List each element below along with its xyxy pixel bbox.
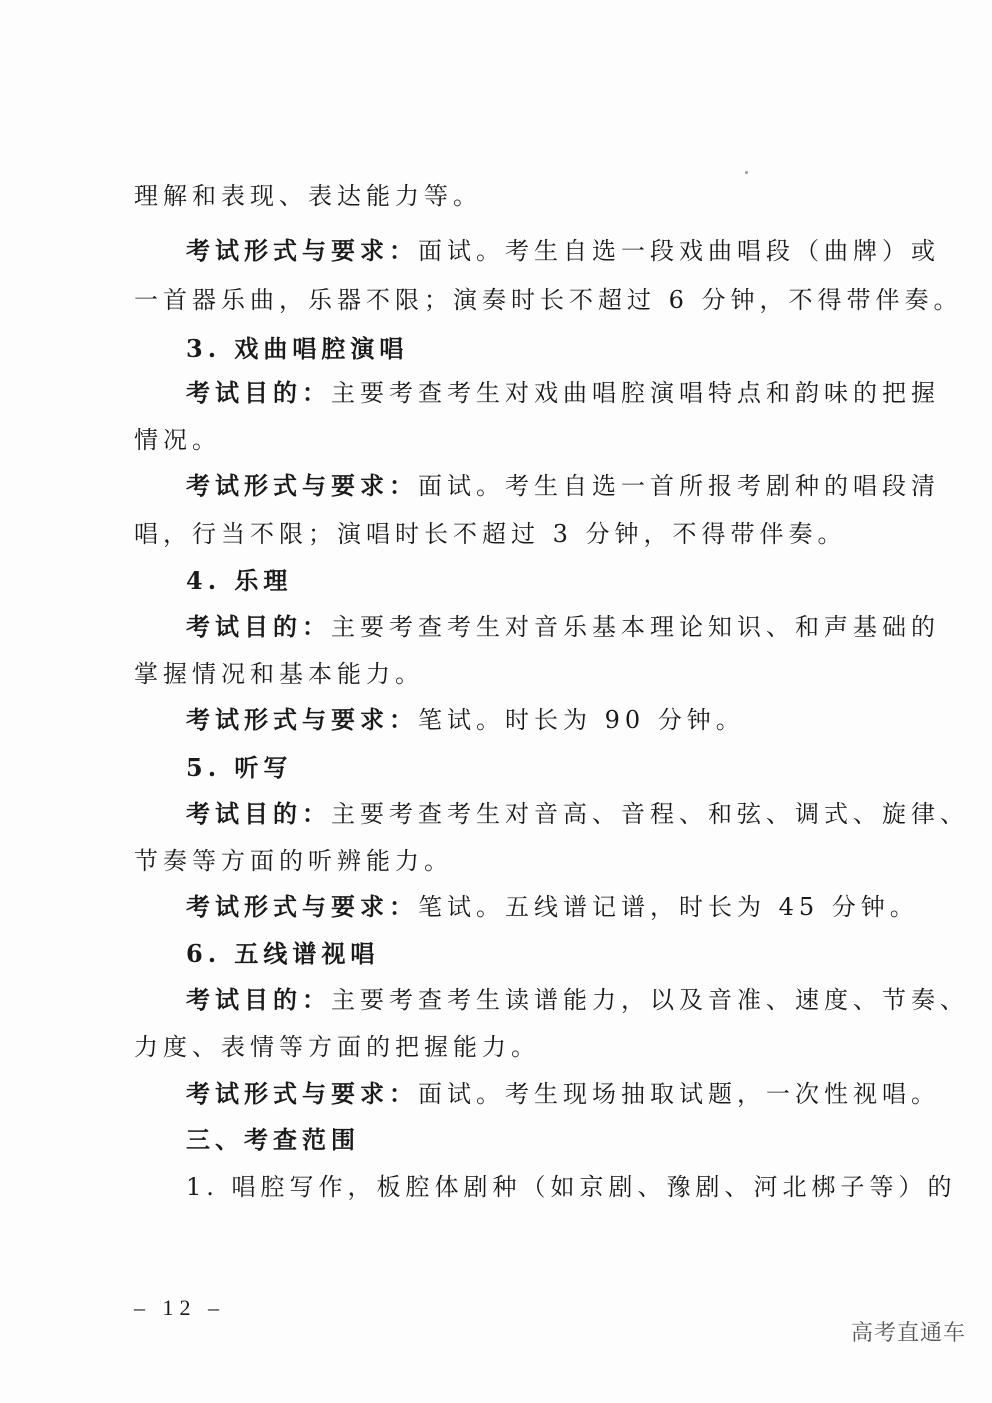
line-label: 考试形式与要求： (186, 471, 418, 500)
text-line: 掌握情况和基本能力。 (134, 660, 424, 688)
text-line: 考试形式与要求：笔试。时长为 90 分钟。 (186, 705, 745, 734)
text-line: 力度、表情等方面的把握能力。 (134, 1033, 540, 1061)
section-heading: 5. 听写 (186, 753, 293, 782)
scan-speck (745, 171, 748, 174)
text-line: 考试形式与要求：面试。考生自选一段戏曲唱段（曲牌）或 (186, 236, 940, 265)
text-line: 一首器乐曲，乐器不限；演奏时长不超过 6 分钟，不得带伴奏。 (134, 286, 963, 314)
section-heading: 3. 戏曲唱腔演唱 (186, 334, 409, 363)
text-line: 节奏等方面的听辨能力。 (134, 847, 453, 875)
line-label: 考试形式与要求： (186, 236, 418, 265)
page-number: – 12 – (134, 1295, 225, 1320)
text-line: 考试目的：主要考查考生对音高、音程、和弦、调式、旋律、 (186, 799, 969, 828)
line-label: 考试形式与要求： (186, 705, 418, 734)
section-heading: 三、考查范围 (186, 1125, 360, 1154)
text-line: 情况。 (134, 426, 221, 454)
text-line: 唱，行当不限；演唱时长不超过 3 分钟，不得带伴奏。 (134, 520, 847, 548)
section-heading: 6. 五线谱视唱 (186, 939, 380, 968)
line-label: 考试目的： (186, 612, 331, 641)
text-line: 考试形式与要求：面试。考生现场抽取试题，一次性视唱。 (186, 1079, 940, 1108)
text-line: 理解和表现、表达能力等。 (134, 182, 482, 210)
line-label: 考试形式与要求： (186, 1079, 418, 1108)
line-label: 考试目的： (186, 799, 331, 828)
text-line: 考试形式与要求：面试。考生自选一首所报考剧种的唱段清 (186, 471, 940, 500)
text-line: 考试目的：主要考查考生对戏曲唱腔演唱特点和韵味的把握 (186, 378, 940, 407)
text-line: 考试形式与要求：笔试。五线谱记谱，时长为 45 分钟。 (186, 892, 919, 921)
text-line: 1. 唱腔写作，板腔体剧种（如京剧、豫剧、河北梆子等）的 (186, 1173, 957, 1201)
line-label: 考试形式与要求： (186, 892, 418, 921)
watermark: 高考直通车 (850, 1321, 966, 1346)
line-label: 考试目的： (186, 378, 331, 407)
text-line: 考试目的：主要考查考生读谱能力，以及音准、速度、节奏、 (186, 985, 969, 1014)
text-line: 考试目的：主要考查考生对音乐基本理论知识、和声基础的 (186, 612, 940, 641)
section-heading: 4. 乐理 (186, 566, 293, 595)
line-label: 考试目的： (186, 985, 331, 1014)
